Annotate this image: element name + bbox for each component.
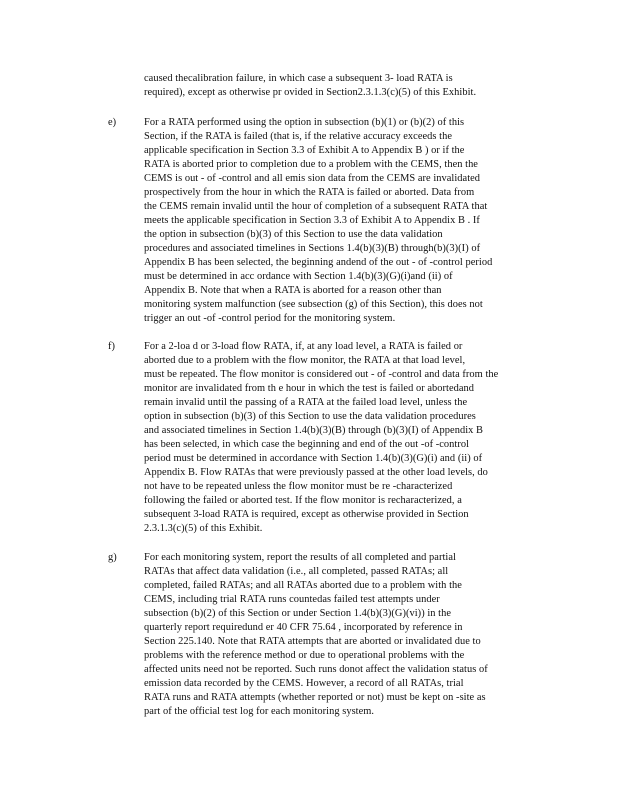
text-line: caused thecalibration failure, in which case a subsequent 3- load RATA is (144, 73, 453, 84)
text-line: must be repeated. The flow monitor is considered out - of -control and data from the (144, 369, 499, 380)
text-line: option in subsection (b)(3) of this Section to use the data validation procedures (144, 411, 476, 422)
text-line: monitoring system malfunction (see subsection (g) of this Section), this does not (144, 299, 483, 310)
text-line: Appendix B. Note that when a RATA is aborted for a reason other than (144, 285, 442, 296)
text-line: applicable specification in Section 3.3 of Exhibit A to Appendix B ) or if the (144, 145, 465, 156)
text-line: trigger an out -of -control period for the monitoring system. (144, 313, 396, 324)
text-line: has been selected, in which case the beginning and end of the out -of -control (144, 439, 470, 450)
text-line: CEMS, including trial RATA runs countedas failed test attempts under (144, 594, 440, 605)
text-line: For a 2-loa d or 3-load flow RATA, if, at any load level, a RATA is failed or (144, 341, 463, 352)
text-line: completed, failed RATAs; and all RATAs aborted due to a problem with the (144, 580, 462, 591)
text-line: Section 225.140. Note that RATA attempts that are aborted or invalidated due to (144, 636, 481, 647)
text-line: subsequent 3-load RATA is required, except as otherwise provided in Section (144, 509, 469, 520)
text-line: emission data recorded by the CEMS. However, a record of all RATAs, trial (144, 678, 464, 689)
text-line: period must be determined in accordance with Section 1.4(b)(3)(G)(i) and (ii) of (144, 453, 483, 464)
text-line: monitor are invalidated from th e hour in which the test is failed or abortedand (144, 383, 475, 394)
text-line: Section, if the RATA is failed (that is, if the relative accuracy exceeds the (144, 131, 452, 142)
text-line: RATA runs and RATA attempts (whether reported or not) must be kept on -site as (144, 692, 486, 703)
text-line: Appendix B has been selected, the beginning andend of the out - of -control period (144, 257, 493, 268)
text-line: subsection (b)(2) of this Section or under Section 1.4(b)(3)(G)(vi)) in the (144, 608, 452, 619)
text-line: 2.3.1.3(c)(5) of this Exhibit. (144, 523, 263, 534)
text-line: required), except as otherwise pr ovided in Section2.3.1.3(c)(5) of this Exhibit. (144, 87, 477, 98)
text-line: aborted due to a problem with the flow monitor, the RATA at that load level, (144, 355, 466, 366)
text-line: not have to be repeated unless the flow monitor must be re -characterized (144, 481, 453, 492)
item-marker-f: f) (108, 341, 115, 352)
text-line: For a RATA performed using the option in subsection (b)(1) or (b)(2) of this (144, 117, 465, 128)
text-line: prospectively from the hour in which the RATA is failed or aborted. Data from (144, 187, 475, 198)
text-line: CEMS is out - of -control and all emis sion data from the CEMS are invalidated (144, 173, 481, 184)
text-line: quarterly report requiredund er 40 CFR 75.64 , incorporated by reference in (144, 622, 463, 633)
text-line: must be determined in acc ordance with Section 1.4(b)(3)(G)(i)and (ii) of (144, 271, 453, 282)
text-line: For each monitoring system, report the results of all completed and partial (144, 552, 456, 563)
text-line: part of the official test log for each monitoring system. (144, 706, 375, 717)
text-line: following the failed or aborted test. If the flow monitor is recharacterized, a (144, 495, 462, 506)
text-line: RATA is aborted prior to completion due to a problem with the CEMS, then the (144, 159, 478, 170)
text-line: procedures and associated timelines in Sections 1.4(b)(3)(B) through(b)(3)(I) of (144, 243, 481, 254)
text-line: problems with the reference method or due to operational problems with the (144, 650, 465, 661)
item-marker-e: e) (108, 117, 117, 128)
item-marker-g: g) (108, 552, 117, 563)
text-line: the option in subsection (b)(3) of this Section to use the data validation (144, 229, 443, 240)
text-line: remain invalid until the passing of a RATA at the failed load level, unless the (144, 397, 468, 408)
text-line: and associated timelines in Section 1.4(b)(3)(B) through (b)(3)(I) of Appendix B (144, 425, 484, 436)
text-line: RATAs that affect data validation (i.e., all completed, passed RATAs; all (144, 566, 449, 577)
text-line: affected units need not be reported. Such runs donot affect the validation status of (144, 664, 488, 675)
text-line: Appendix B. Flow RATAs that were previously passed at the other load levels, do (144, 467, 488, 478)
text-line: meets the applicable specification in Section 3.3 of Exhibit A to Appendix B . If (144, 215, 480, 226)
text-line: the CEMS remain invalid until the hour of completion of a subsequent RATA that (144, 201, 488, 212)
